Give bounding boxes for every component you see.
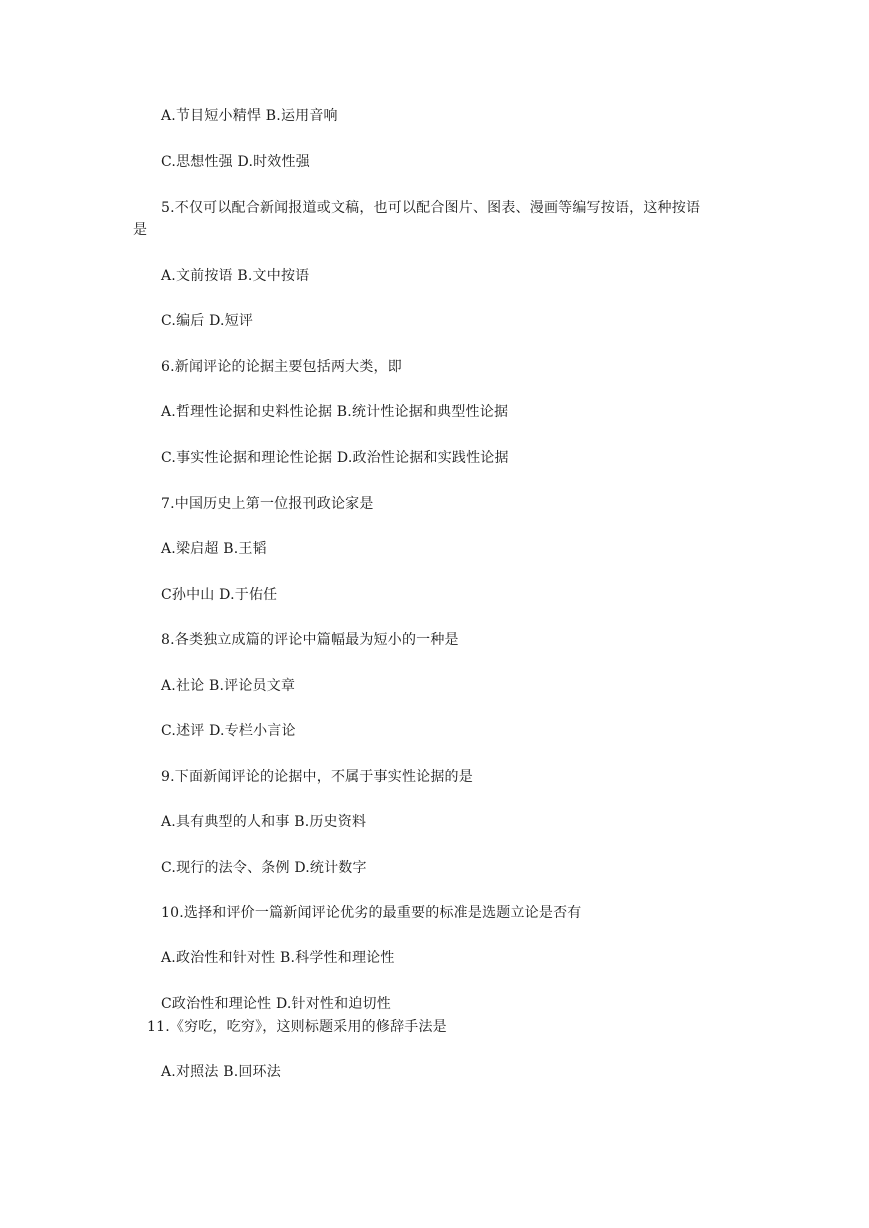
q10-options-cd: C政治性和理论性 D.针对性和迫切性 — [161, 996, 391, 1012]
q6-options-cd: C.事实性论据和理论性论据 D.政治性论据和实践性论据 — [161, 450, 509, 466]
q9-options-ab: A.具有典型的人和事 B.历史资料 — [161, 814, 367, 830]
q10-options-ab: A.政治性和针对性 B.科学性和理论性 — [161, 950, 395, 966]
q10-question: 10.选择和评价一篇新闻评论优劣的最重要的标准是选题立论是否有 — [161, 905, 582, 921]
q5-options-ab: A.文前按语 B.文中按语 — [161, 268, 310, 284]
q5-question-cont: 是 — [133, 222, 147, 238]
q7-options-ab: A.梁启超 B.王韬 — [161, 541, 267, 557]
q4-options-ab: A.节目短小精悍 B.运用音响 — [161, 108, 338, 124]
q6-options-ab: A.哲理性论据和史料性论据 B.统计性论据和典型性论据 — [161, 404, 509, 420]
q11-options-ab: A.对照法 B.回环法 — [161, 1064, 281, 1080]
q6-question: 6.新闻评论的论据主要包括两大类，即 — [161, 359, 402, 375]
q11-question: 11.《穷吃，吃穷》，这则标题采用的修辞手法是 — [147, 1019, 447, 1035]
q7-options-cd: C孙中山 D.于佑任 — [161, 587, 278, 603]
q5-options-cd: C.编后 D.短评 — [161, 313, 254, 329]
q5-question: 5.不仅可以配合新闻报道或文稿，也可以配合图片、图表、漫画等编写按语，这种按语 — [161, 200, 701, 216]
q8-question: 8.各类独立成篇的评论中篇幅最为短小的一种是 — [161, 632, 459, 648]
q9-question: 9.下面新闻评论的论据中，不属于事实性论据的是 — [161, 769, 473, 785]
q9-options-cd: C.现行的法令、条例 D.统计数字 — [161, 860, 367, 876]
q8-options-ab: A.社论 B.评论员文章 — [161, 678, 296, 694]
q8-options-cd: C.述评 D.专栏小言论 — [161, 723, 296, 739]
q7-question: 7.中国历史上第一位报刊政论家是 — [161, 496, 374, 512]
q4-options-cd: C.思想性强 D.时效性强 — [161, 154, 310, 170]
